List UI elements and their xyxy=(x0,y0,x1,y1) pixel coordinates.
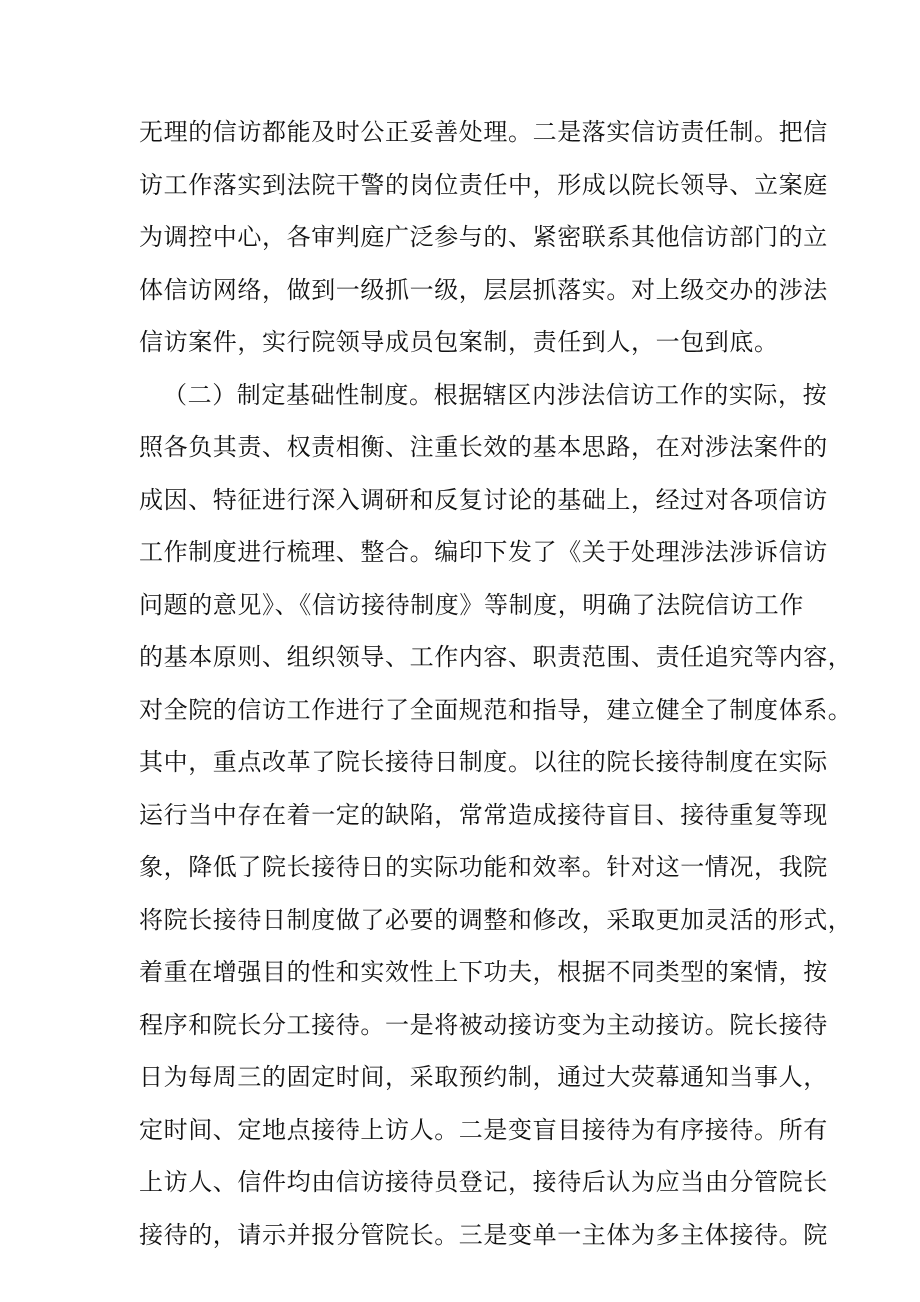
text-line: 的基本原则、组织领导、工作内容、职责范围、责任追究等内容， xyxy=(139,643,853,671)
text-line: 着重在增强目的性和实效性上下功夫，根据不同类型的案情，按 xyxy=(139,958,828,986)
text-line: 象，降低了院长接待日的实际功能和效率。针对这一情况，我院 xyxy=(139,853,828,881)
text-line: 对全院的信访工作进行了全面规范和指导，建立健全了制度体系。 xyxy=(139,696,853,724)
text-line: 信访案件，实行院领导成员包案制，责任到人，一包到底。 xyxy=(139,328,779,356)
text-line: （二）制定基础性制度。根据辖区内涉法信访工作的实际，按 xyxy=(163,381,828,409)
text-line: 成因、特征进行深入调研和反复讨论的基础上，经过对各项信访 xyxy=(139,486,828,514)
text-line: 程序和院长分工接待。一是将被动接访变为主动接访。院长接待 xyxy=(139,1011,828,1039)
text-line: 上访人、信件均由信访接待员登记，接待后认为应当由分管院长 xyxy=(139,1168,828,1196)
text-line: 访工作落实到法院干警的岗位责任中，形成以院长领导、立案庭 xyxy=(139,171,828,199)
text-line: 问题的意见》、《信访接待制度》等制度，明确了法院信访工作 xyxy=(139,591,804,619)
text-line: 运行当中存在着一定的缺陷，常常造成接待盲目、接待重复等现 xyxy=(139,801,828,829)
text-line: 其中，重点改革了院长接待日制度。以往的院长接待制度在实际 xyxy=(139,748,828,776)
text-line: 将院长接待日制度做了必要的调整和修改，采取更加灵活的形式， xyxy=(139,906,853,934)
text-line: 日为每周三的固定时间，采取预约制，通过大荧幕通知当事人， xyxy=(139,1063,828,1091)
text-line: 无理的信访都能及时公正妥善处理。二是落实信访责任制。把信 xyxy=(139,118,828,146)
text-line: 接待的，请示并报分管院长。三是变单一主体为多主体接待。院 xyxy=(139,1221,828,1249)
text-line: 工作制度进行梳理、整合。编印下发了《关于处理涉法涉诉信访 xyxy=(139,538,828,566)
text-line: 体信访网络，做到一级抓一级，层层抓落实。对上级交办的涉法 xyxy=(139,276,828,304)
text-line: 为调控中心，各审判庭广泛参与的、紧密联系其他信访部门的立 xyxy=(139,223,828,251)
text-line: 定时间、定地点接待上访人。二是变盲目接待为有序接待。所有 xyxy=(139,1116,828,1144)
text-line: 照各负其责、权责相衡、注重长效的基本思路，在对涉法案件的 xyxy=(139,433,828,461)
